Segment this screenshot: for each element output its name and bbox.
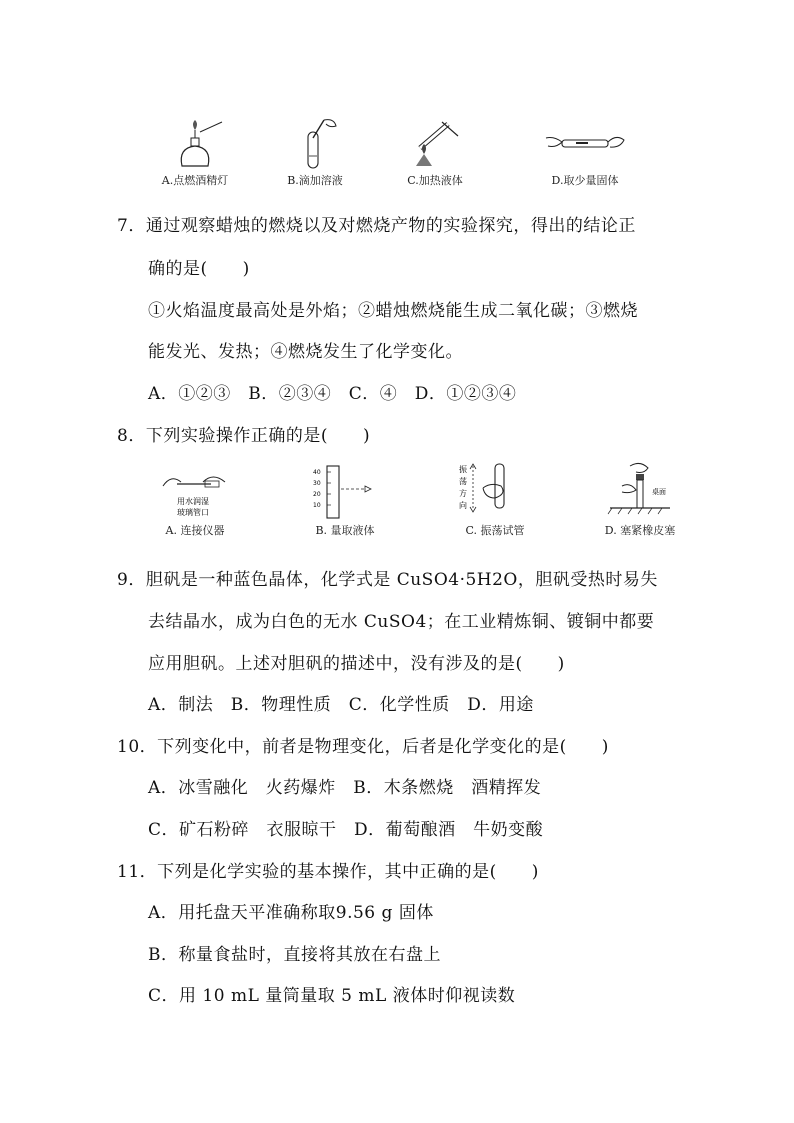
vertical-label-char: 方 — [459, 489, 467, 498]
vertical-label-char: 振 — [459, 465, 467, 474]
tick-label: 30 — [313, 480, 321, 487]
figure-caption: B.滴加溶液 — [287, 174, 343, 187]
q7-stem-line2: 确的是( ) — [148, 259, 250, 279]
figure-connect-apparatus — [140, 460, 250, 538]
figure-caption: D.取少量固体 — [551, 174, 619, 187]
q9-line3: 应用胆矾。上述对胆矾的描述中，没有涉及的是( ) — [148, 654, 565, 674]
q8-stem: 8．下列实验操作正确的是( ) — [117, 426, 371, 446]
take-solid-illustration — [540, 118, 630, 170]
q7-body-line1: ①火焰温度最高处是外焰；②蜡烛燃烧能生成二氧化碳；③燃烧 — [148, 301, 638, 321]
inner-label-1: 用水润湿 — [177, 497, 209, 506]
dropper-tube-illustration — [280, 118, 350, 170]
figure-take-solid — [520, 118, 650, 188]
figure-measure-liquid — [290, 460, 400, 538]
q11-option-c: C．用 10 mL 量筒量取 5 mL 液体时仰视读数 — [148, 986, 516, 1006]
q11-option-b: B．称量食盐时，直接将其放在右盘上 — [148, 945, 441, 965]
q10-options-line2: C．矿石粉碎 衣服晾干 D．葡萄酿酒 牛奶变酸 — [148, 820, 544, 840]
connect-apparatus-illustration — [155, 460, 235, 520]
tick-label: 10 — [313, 502, 321, 509]
figure-shake-tube — [440, 460, 550, 538]
q9-line2: 去结晶水，成为白色的无水 CuSO4；在工业精炼铜、镀铜中都要 — [148, 612, 655, 632]
figure-drop-solution — [260, 118, 370, 188]
shake-tube-illustration — [455, 460, 535, 520]
q8-figure-row — [140, 460, 700, 550]
q7-stem-line1: 7．通过观察蜡烛的燃烧以及对燃烧产物的实验探究，得出的结论正 — [117, 216, 636, 236]
tick-label: 40 — [313, 469, 321, 476]
graduated-cylinder-illustration — [305, 460, 385, 520]
figure-caption: C. 振荡试管 — [465, 524, 525, 537]
vertical-label-char: 荡 — [459, 477, 467, 486]
q9-options: A．制法 B．物理性质 C．化学性质 D．用途 — [148, 695, 534, 715]
vertical-label-char: 向 — [459, 501, 467, 510]
figure-caption: B. 量取液体 — [315, 524, 375, 537]
inner-label: 桌面 — [652, 488, 666, 496]
q7-options: A．①②③ B．②③④ C．④ D．①②③④ — [148, 384, 517, 404]
q10-options-line1: A．冰雪融化 火药爆炸 B．木条燃烧 酒精挥发 — [148, 778, 542, 798]
figure-caption: C.加热液体 — [407, 174, 463, 187]
tick-label: 20 — [313, 491, 321, 498]
figure-heat-liquid — [380, 118, 490, 188]
q10-stem: 10．下列变化中，前者是物理变化，后者是化学变化的是( ) — [117, 737, 609, 757]
figure-caption: A.点燃酒精灯 — [161, 174, 229, 187]
figure-caption: D. 塞紧橡皮塞 — [604, 524, 676, 537]
q9-line1: 9．胆矾是一种蓝色晶体，化学式是 CuSO4·5H2O，胆矾受热时易失 — [117, 570, 658, 590]
figure-caption: A. 连接仪器 — [165, 524, 225, 537]
insert-stopper-illustration — [600, 460, 680, 520]
q6-figure-row — [130, 118, 710, 198]
inner-label-2: 玻璃管口 — [177, 508, 209, 517]
q11-stem: 11．下列是化学实验的基本操作，其中正确的是( ) — [117, 862, 539, 882]
alcohol-lamp-illustration — [160, 118, 230, 170]
q7-body-line2: 能发光、发热；④燃烧发生了化学变化。 — [148, 342, 463, 362]
figure-insert-stopper — [580, 460, 700, 538]
q11-option-a: A．用托盘天平准确称取9.56 g 固体 — [148, 903, 434, 923]
heating-tube-illustration — [400, 118, 470, 170]
figure-light-alcohol-lamp — [140, 118, 250, 188]
